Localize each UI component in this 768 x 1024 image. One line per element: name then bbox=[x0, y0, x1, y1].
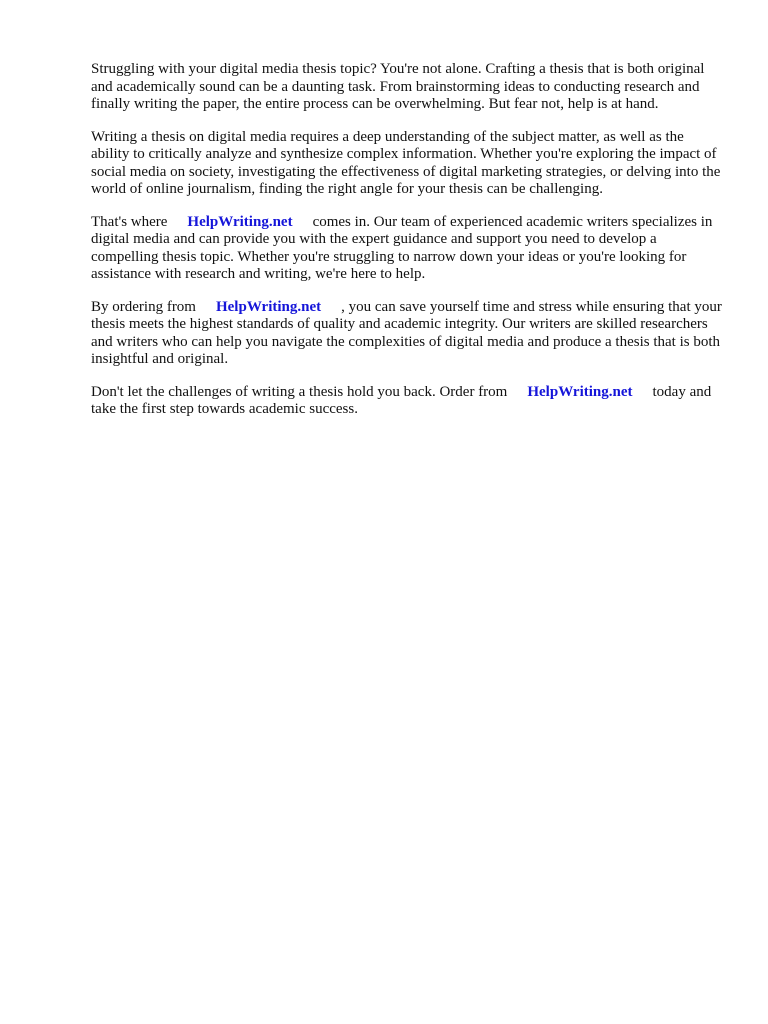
paragraph-text-after-link: comes in. Our team of experienced academic writers specializes in digital media and can provide you with the expert guidance and support you need to develop a compelling thesis topic. Whether you're struggling to narrow down your ideas or you're looking for assistance with research and writing, we're here to help. bbox=[91, 213, 713, 282]
paragraph-ordering bbox=[91, 299, 723, 369]
paragraph-understanding bbox=[91, 129, 723, 199]
paragraph-text-after-link: today and take the first step towards academic success. bbox=[91, 383, 712, 417]
paragraph-text-before-link: That's where bbox=[91, 213, 168, 230]
paragraph-text-before-link: By ordering from bbox=[91, 298, 196, 315]
paragraph-cta bbox=[91, 384, 723, 419]
paragraph-text: Struggling with your digital media thesis topic? You're not alone. Crafting a thesis that is both original and academically sound can be a daunting task. From brainstorming ideas to conducting research and finally writing the paper, the entire process can be overwhelming. But fear not, help is at hand. bbox=[91, 61, 705, 112]
paragraph-text-before-link: Don't let the challenges of writing a thesis hold you back. Order from bbox=[91, 383, 508, 400]
helpwriting-link[interactable]: HelpWriting.net bbox=[187, 213, 293, 230]
document-body bbox=[91, 61, 723, 434]
helpwriting-link[interactable]: HelpWriting.net bbox=[527, 383, 633, 400]
paragraph-text: Writing a thesis on digital media requires a deep understanding of the subject matter, as well as the ability to critically analyze and synthesize complex information. Whether you're exploring the impact of social media on society, investigating the effectiveness of digital marketing strategies, or delving into the world of online journalism, finding the right angle for your thesis can be challenging. bbox=[91, 128, 721, 197]
helpwriting-link[interactable]: HelpWriting.net bbox=[215, 298, 322, 315]
paragraph-intro bbox=[91, 61, 723, 114]
paragraph-team bbox=[91, 214, 723, 284]
paragraph-text-after-link: , you can save yourself time and stress while ensuring that your thesis meets the highest standards of quality and academic integrity. Our writers are skilled researchers and writers who can help you navigate the complexities of digital media and produce a thesis that is both insightful and original. bbox=[91, 298, 722, 367]
